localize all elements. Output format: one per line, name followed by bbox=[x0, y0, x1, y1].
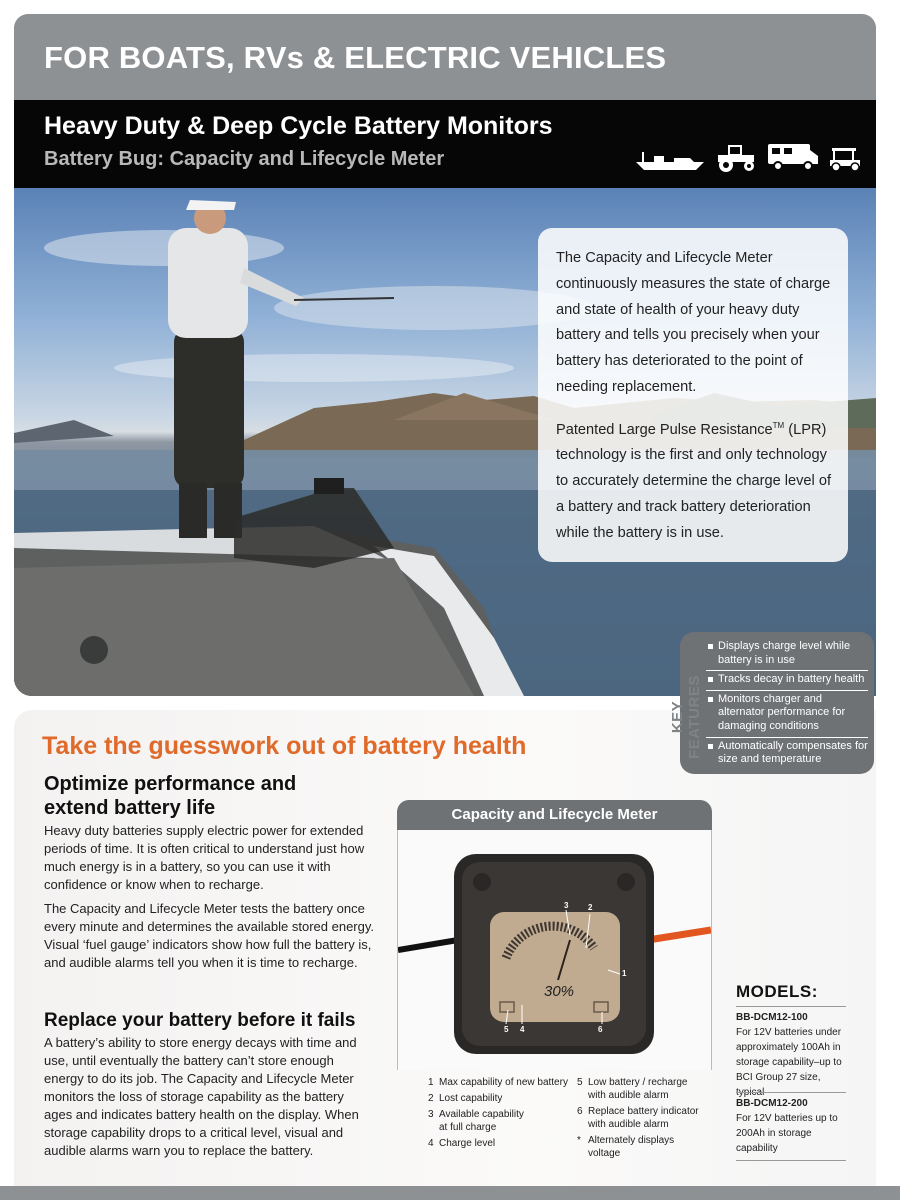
section2-paragraph-1: A battery’s ability to store energy decays with time and use, until eventually the battery can’t store enough energy to do its job. The Capacity and Lifecycle Meter monitors the loss of storage capability as the battery ages and indicates battery health on the display. When storage capability drops to a critical level, visual and audible alarms warn you to replace the battery. bbox=[44, 1035, 359, 1158]
banner-title: FOR BOATS, RVs & ELECTRIC VEHICLES bbox=[44, 40, 667, 75]
legend-item bbox=[577, 1076, 707, 1102]
golf-cart-icon bbox=[828, 146, 862, 172]
callout-6: 6 bbox=[598, 1025, 603, 1034]
meter-illustration-area bbox=[397, 830, 712, 1070]
legend-text: Lost capability bbox=[439, 1093, 503, 1104]
footer-bar bbox=[0, 1186, 900, 1200]
trademark-mark: TM bbox=[772, 420, 785, 430]
top-banner bbox=[14, 14, 876, 100]
model-description: For 12V batteries up to 200Ah in storage capability bbox=[736, 1113, 838, 1154]
legend-item bbox=[577, 1105, 707, 1131]
model-description: For 12V batteries under approximately 100Ah in storage capability–up to BCI Group 27 size, typical bbox=[736, 1027, 842, 1098]
legend-item bbox=[428, 1076, 568, 1089]
legend-text: Alternately displays voltage bbox=[588, 1135, 675, 1159]
rv-icon bbox=[766, 142, 820, 172]
vehicle-icons bbox=[634, 142, 862, 172]
legend-number: 2 bbox=[428, 1093, 434, 1104]
models-title: MODELS: bbox=[736, 982, 818, 1001]
intro-paragraph-1: The Capacity and Lifecycle Meter continuously measures the state of charge and state of health of your heavy duty battery and tells you precisely when your battery has deteriorated to the point of needing replacement. bbox=[556, 250, 831, 395]
callout-1: 1 bbox=[622, 969, 627, 978]
feature-item: Monitors charger and alternator performance for damaging conditions bbox=[706, 691, 868, 738]
legend-text: Max capability of new battery bbox=[439, 1077, 568, 1088]
legend-item bbox=[428, 1137, 568, 1150]
legend-number: 5 bbox=[577, 1077, 583, 1088]
legend-text: Charge level bbox=[439, 1138, 496, 1149]
model-item bbox=[736, 1006, 846, 1100]
section2-title: Replace your battery before it fails bbox=[44, 1010, 356, 1031]
legend-number: * bbox=[577, 1135, 581, 1146]
page-title: Heavy Duty & Deep Cycle Battery Monitors bbox=[44, 112, 553, 140]
callout-3: 3 bbox=[564, 901, 569, 910]
feature-item: Tracks decay in battery health bbox=[706, 671, 868, 691]
section1-paragraph-1: Heavy duty batteries supply electric power for extended periods of time. It is often critical to understand just how much energy is in a battery, so you can use it with confidence or know when to recharge. bbox=[44, 823, 365, 892]
section1-paragraph-2: The Capacity and Lifecycle Meter tests the battery once every minute and determines the available stored energy. Visual ‘fuel gauge’ indicators show how full the battery is, and audible alarms tell you when it is time to recharge. bbox=[44, 901, 375, 970]
callout-5: 5 bbox=[504, 1025, 509, 1034]
meter-legend-right bbox=[577, 1076, 707, 1163]
boat-icon bbox=[634, 146, 706, 172]
legend-text: Replace battery indicator with audible alarm bbox=[588, 1106, 699, 1130]
callout-4: 4 bbox=[520, 1025, 525, 1034]
header-band bbox=[14, 100, 876, 188]
legend-item bbox=[428, 1108, 568, 1134]
key-features-list bbox=[706, 638, 868, 770]
legend-text: Low battery / recharge with audible alarm bbox=[588, 1077, 688, 1101]
tractor-icon bbox=[714, 142, 758, 172]
intro-box bbox=[538, 228, 848, 562]
key-features-box bbox=[669, 632, 874, 774]
legend-number: 1 bbox=[428, 1077, 434, 1088]
meter-legend-left bbox=[428, 1076, 568, 1153]
meter-panel bbox=[397, 800, 712, 1070]
intro-p2-start: Patented Large Pulse Resistance bbox=[556, 421, 773, 438]
section1-title: Optimize performance and extend battery life bbox=[44, 773, 297, 819]
legend-number: 4 bbox=[428, 1138, 434, 1149]
key-features-label: KEY FEATURES bbox=[669, 675, 703, 759]
feature-item: Displays charge level while battery is in use bbox=[706, 638, 868, 671]
model-code: BB-DCM12-100 bbox=[736, 1012, 808, 1023]
model-item bbox=[736, 1092, 846, 1161]
meter-display-value: 30% bbox=[544, 983, 575, 1000]
model-code: BB-DCM12-200 bbox=[736, 1098, 808, 1109]
page-subtitle: Battery Bug: Capacity and Lifecycle Meter bbox=[44, 148, 445, 170]
intro-paragraph-2 bbox=[556, 413, 834, 547]
feature-item: Automatically compensates for size and temperature bbox=[706, 738, 868, 770]
meter-device bbox=[398, 830, 711, 1070]
intro-p2-end: (LPR) technology is the first and only technology to accurately determine the charge level of a battery and track battery deterioration while the battery is in use. bbox=[556, 421, 832, 541]
legend-number: 6 bbox=[577, 1106, 583, 1117]
section-headline: Take the guesswork out of battery health bbox=[42, 732, 527, 760]
legend-item bbox=[428, 1092, 568, 1105]
meter-title: Capacity and Lifecycle Meter bbox=[397, 800, 712, 830]
callout-2: 2 bbox=[588, 903, 593, 912]
legend-number: 3 bbox=[428, 1109, 434, 1120]
legend-item bbox=[577, 1134, 707, 1160]
legend-text: Available capability at full charge bbox=[439, 1109, 524, 1133]
